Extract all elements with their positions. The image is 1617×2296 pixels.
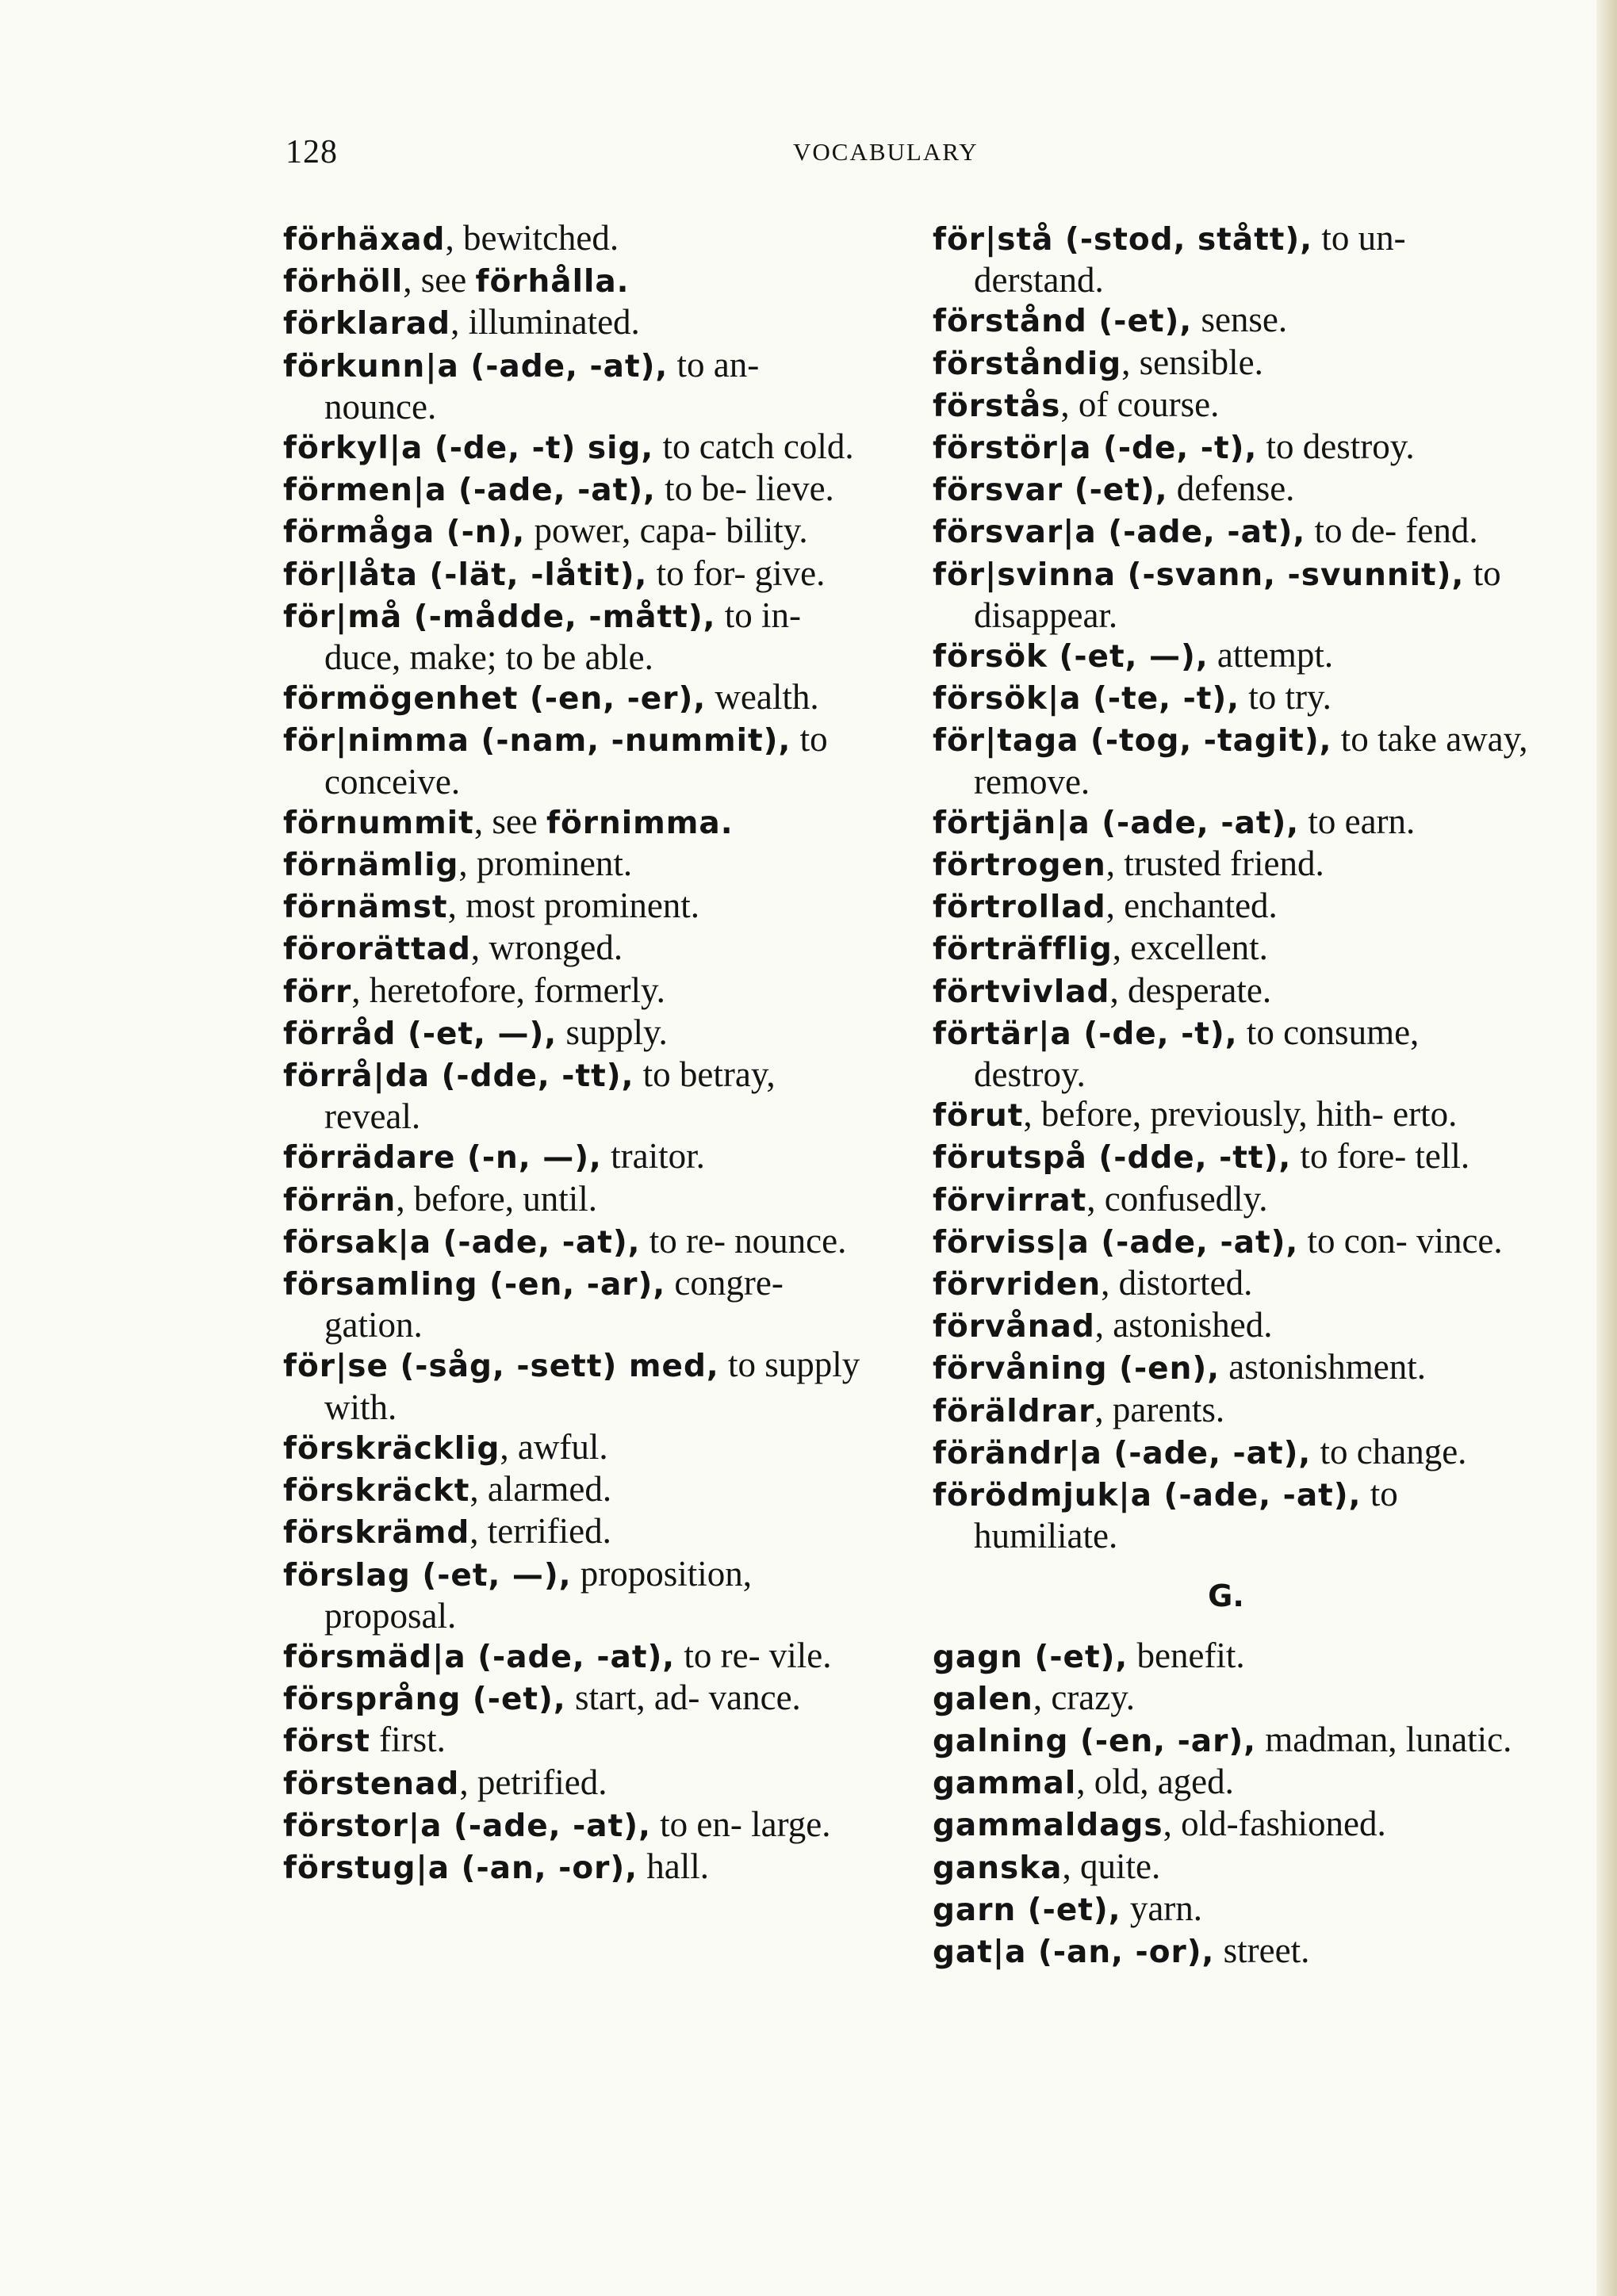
entry-inflection: (-stod, stått), <box>1053 222 1313 258</box>
entry-headword: förutspå <box>933 1140 1087 1177</box>
entry-headword: försprång <box>283 1682 462 1718</box>
vocab-entry <box>283 1636 878 1678</box>
entry-definition: to consume, destroy. <box>974 1012 1420 1095</box>
entry-headword: förskrämd <box>283 1515 470 1552</box>
entry-headword: förtjän|a <box>933 805 1090 841</box>
entry-headword: förkyl|a <box>283 430 423 467</box>
entry-definition: first. <box>370 1720 446 1760</box>
entry-definition: , of course. <box>1060 384 1220 424</box>
entry-headword: förut <box>933 1098 1024 1135</box>
entry-headword: för|se <box>283 1349 389 1385</box>
entry-headword: för|stå <box>933 222 1054 258</box>
entry-definition: , desperate. <box>1109 970 1272 1010</box>
entry-definition: , excellent. <box>1112 928 1268 968</box>
entry-inflection: (-mådde, -mått), <box>402 599 716 635</box>
entry-definition: to in- duce, make; to be able. <box>324 595 801 678</box>
vocab-entry <box>283 469 878 511</box>
entry-headword: förtär|a <box>933 1016 1072 1052</box>
vocab-entry <box>283 1720 878 1762</box>
entry-inflection: (-svann, -svunnit), <box>1116 557 1465 593</box>
entry-definition: yarn. <box>1121 1888 1203 1928</box>
entry-definition: to take away, remove. <box>974 719 1528 802</box>
vocab-entry <box>933 553 1535 635</box>
entry-inflection: (-tog, -tagit), <box>1079 723 1332 760</box>
section-letter-heading: G. <box>1208 1578 1244 1613</box>
entry-definition: , old, aged. <box>1076 1762 1234 1802</box>
entry-inflection: (-en), <box>1107 1351 1220 1387</box>
entry-headword: för|svinna <box>933 557 1117 593</box>
entry-headword: förrå|da <box>283 1058 431 1095</box>
entry-cross-reference: förhålla. <box>475 264 630 300</box>
entry-inflection: (-et), <box>1063 473 1168 509</box>
entry-inflection: (-ade, -at), <box>1089 1224 1299 1261</box>
entry-headword: förtvivlad <box>933 974 1110 1010</box>
entry-headword: föräldrar <box>933 1393 1095 1429</box>
entry-headword: försak|a <box>283 1224 432 1261</box>
entry-definition: to un- derstand. <box>974 218 1406 300</box>
entry-headword: förvåning <box>933 1351 1108 1387</box>
entry-headword: förtrollad <box>933 890 1106 926</box>
entry-headword: galning <box>933 1723 1069 1759</box>
entry-definition: , enchanted. <box>1105 886 1278 926</box>
entry-headword: försök|a <box>933 681 1082 718</box>
entry-inflection: (-ade, -at), <box>1102 1435 1312 1471</box>
vocab-entry <box>283 553 878 595</box>
entry-inflection: (-et), <box>1022 1639 1128 1675</box>
entry-definition: start, ad- vance. <box>565 1678 801 1718</box>
entry-definition: defense. <box>1167 469 1295 509</box>
entry-headword: förhäxad <box>283 222 446 258</box>
entry-inflection: (-et, —), <box>396 1016 558 1052</box>
entry-definition: , quite. <box>1062 1846 1161 1886</box>
vocab-entry <box>283 928 878 970</box>
entry-definition: , illuminated. <box>450 302 640 342</box>
entry-headword: gammaldags <box>933 1808 1163 1844</box>
vocabulary-column-right <box>933 218 1535 1973</box>
entry-definition: to re- vile. <box>675 1635 832 1675</box>
entry-definition: to betray, reveal. <box>324 1054 776 1137</box>
vocab-entry <box>933 802 1535 844</box>
entry-headword: gammal <box>933 1766 1077 1802</box>
vocab-entry <box>933 427 1535 469</box>
vocab-entry <box>933 1305 1535 1347</box>
vocab-entry <box>283 1804 878 1846</box>
entry-definition: to fore- tell. <box>1291 1136 1470 1177</box>
vocab-entry <box>283 1263 878 1345</box>
entry-definition: to re- nounce. <box>640 1220 847 1261</box>
vocab-entry <box>933 1888 1535 1931</box>
entry-definition: hall. <box>638 1846 709 1886</box>
vocab-entry <box>933 1636 1535 1678</box>
vocab-entry <box>283 1427 878 1469</box>
vocab-entry <box>283 1846 878 1888</box>
entry-inflection: (-et, —), <box>410 1557 572 1594</box>
vocab-entry <box>933 970 1535 1012</box>
entry-definition: to humiliate. <box>974 1474 1398 1556</box>
entry-headword: förmögenhet <box>283 681 519 718</box>
entry-definition: , parents. <box>1094 1389 1225 1429</box>
entry-headword: förrädare <box>283 1140 456 1177</box>
vocabulary-column-left <box>283 218 878 1888</box>
entry-definition: , petrified. <box>459 1762 607 1802</box>
vocab-entry <box>933 342 1535 385</box>
entry-headword: förmåga <box>283 515 435 551</box>
entry-headword: förträfflig <box>933 932 1113 968</box>
entry-headword: först <box>283 1724 370 1760</box>
entry-inflection: (-ade, -at), <box>458 348 669 385</box>
entry-definition: , crazy. <box>1033 1677 1136 1717</box>
vocab-entry <box>283 1554 878 1636</box>
entry-definition: to change. <box>1311 1431 1467 1471</box>
entry-headword: galen <box>933 1681 1033 1717</box>
entry-headword: förr <box>283 974 352 1010</box>
entry-headword: för|må <box>283 599 403 635</box>
vocab-entry <box>933 719 1535 801</box>
vocab-entry <box>283 345 878 427</box>
vocab-entry <box>283 1136 878 1178</box>
vocab-entry <box>933 1762 1535 1804</box>
entry-headword: gat|a <box>933 1934 1027 1970</box>
vocab-entry <box>283 1221 878 1263</box>
entry-headword: förstås <box>933 388 1061 424</box>
entry-headword: för|nimma <box>283 723 469 760</box>
vocab-entry <box>933 635 1535 677</box>
entry-headword: förstenad <box>283 1766 460 1802</box>
entry-inflection: (-de, -t), <box>1071 1016 1238 1052</box>
entry-definition: power, capa- bility. <box>525 511 808 551</box>
entry-definition: , bewitched. <box>445 218 619 258</box>
entry-inflection: (-an, -or), <box>1026 1934 1215 1970</box>
entry-definition: , awful. <box>500 1426 608 1467</box>
entry-definition: sense. <box>1192 300 1288 340</box>
entry-inflection: (-et), <box>461 1682 566 1718</box>
entry-definition: , confusedly. <box>1086 1178 1268 1219</box>
entry-headword: förnummit <box>283 805 474 841</box>
entry-inflection: (-en, -ar), <box>1068 1723 1256 1759</box>
running-head: VOCABULARY <box>793 138 979 166</box>
entry-headword: gagn <box>933 1639 1023 1675</box>
entry-headword: förrän <box>283 1182 397 1219</box>
entry-inflection: (-an, -or), <box>450 1850 638 1886</box>
entry-headword: förvirrat <box>933 1182 1087 1219</box>
vocab-entry <box>933 1678 1535 1720</box>
vocab-entry <box>283 1345 878 1426</box>
entry-headword: förviss|a <box>933 1224 1090 1261</box>
entry-headword: förklarad <box>283 306 451 342</box>
vocab-entry <box>933 1804 1535 1846</box>
entry-inflection: (-en, -er), <box>518 681 707 718</box>
vocab-entry <box>933 677 1535 719</box>
entry-definition: madman, lunatic. <box>1256 1719 1512 1759</box>
entry-definition: congre- gation. <box>324 1263 784 1345</box>
entry-definition: to destroy. <box>1257 427 1415 467</box>
entry-definition: , trusted friend. <box>1105 844 1324 884</box>
entry-inflection: (-te, -t), <box>1081 681 1240 718</box>
entry-inflection: (-ade, -at), <box>446 473 656 509</box>
entry-headword: garn <box>933 1892 1017 1928</box>
vocab-entry <box>283 970 878 1012</box>
entry-definition: to an- nounce. <box>324 344 760 427</box>
entry-definition: to for- give. <box>647 553 826 593</box>
entry-headword: förmen|a <box>283 473 447 509</box>
entry-definition: to con- vince. <box>1298 1220 1503 1261</box>
entry-headword: förstånd <box>933 304 1087 340</box>
entry-headword: förorättad <box>283 932 471 968</box>
vocab-entry <box>933 1136 1535 1178</box>
vocab-entry <box>933 1931 1535 1973</box>
entry-headword: förkunn|a <box>283 348 459 385</box>
vocab-entry <box>933 1221 1535 1263</box>
entry-headword: förvriden <box>933 1267 1102 1303</box>
vocab-entry <box>933 1846 1535 1888</box>
entry-headword: försmäd|a <box>283 1639 466 1675</box>
entry-definition: , prominent. <box>458 844 633 884</box>
entry-definition: , astonished. <box>1094 1305 1273 1345</box>
vocab-entry <box>283 218 878 260</box>
entry-inflection: (-n, —), <box>455 1140 602 1177</box>
entry-inflection: (-såg, -sett) med, <box>388 1349 719 1385</box>
entry-definition: benefit. <box>1128 1635 1245 1675</box>
vocab-entry <box>283 844 878 886</box>
entry-headword: förstör|a <box>933 430 1092 467</box>
vocab-entry <box>933 844 1535 886</box>
entry-headword: förskräcklig <box>283 1430 500 1467</box>
entry-definition: attempt. <box>1208 635 1334 675</box>
vocab-entry <box>283 719 878 801</box>
vocab-entry <box>283 1762 878 1804</box>
vocab-entry <box>283 886 878 928</box>
vocab-entry <box>283 511 878 553</box>
vocab-entry <box>283 427 878 469</box>
entry-definition: proposition, proposal. <box>324 1553 753 1636</box>
vocab-entry <box>933 1094 1535 1136</box>
vocab-entry <box>933 1347 1535 1389</box>
vocab-entry <box>933 511 1535 553</box>
entry-inflection: (-ade, -at), <box>466 1639 676 1675</box>
vocab-entry <box>933 1432 1535 1474</box>
entry-headword: förvånad <box>933 1309 1095 1345</box>
vocab-entry <box>283 302 878 344</box>
entry-definition: to conceive. <box>324 719 828 802</box>
vocab-entry <box>933 469 1535 511</box>
entry-headword: förnämlig <box>283 848 459 884</box>
vocab-entry <box>933 1390 1535 1432</box>
entry-definition: , old-fashioned. <box>1163 1804 1386 1844</box>
entry-headword: förtrogen <box>933 848 1106 884</box>
vocab-entry <box>283 260 878 302</box>
vocab-entry <box>933 1720 1535 1762</box>
entry-definition: to try. <box>1240 677 1332 718</box>
page-header <box>285 133 1523 173</box>
vocab-entry <box>933 218 1535 300</box>
entry-inflection: (-et, —), <box>1047 639 1209 675</box>
entry-headword: försök <box>933 639 1048 675</box>
entry-definition: , most prominent. <box>447 886 700 926</box>
vocab-entry <box>933 300 1535 342</box>
entry-headword: förstor|a <box>283 1808 443 1844</box>
entry-inflection: (-et), <box>1016 1892 1121 1928</box>
vocab-entry <box>283 1012 878 1054</box>
entry-definition: , sensible. <box>1121 342 1263 382</box>
entry-definition: to supply with. <box>324 1345 860 1427</box>
entry-headword: förhöll <box>283 264 404 300</box>
entry-inflection: (-et), <box>1086 304 1193 340</box>
entry-definition: , see <box>473 801 547 841</box>
page-edge <box>1596 0 1617 2296</box>
entry-definition: , terrified. <box>469 1511 611 1552</box>
entry-definition: supply. <box>557 1012 668 1052</box>
vocab-entry <box>283 1678 878 1720</box>
vocab-entry <box>283 1469 878 1511</box>
entry-headword: förstug|a <box>283 1850 450 1886</box>
entry-inflection: (-n), <box>435 515 526 551</box>
entry-inflection: (-ade, -at), <box>1090 805 1300 841</box>
page-number: 128 <box>285 134 338 170</box>
entry-headword: förskräckt <box>283 1473 470 1510</box>
vocab-entry <box>933 1179 1535 1221</box>
vocab-entry <box>283 1054 878 1136</box>
entry-definition: astonishment. <box>1220 1347 1426 1387</box>
vocab-entry <box>283 677 878 719</box>
entry-headword: förslag <box>283 1557 411 1594</box>
entry-headword: förändr|a <box>933 1435 1102 1471</box>
entry-inflection: (-ade, -at), <box>1151 1478 1362 1514</box>
entry-headword: försvar <box>933 473 1063 509</box>
vocab-entry <box>933 385 1535 427</box>
entry-headword: förråd <box>283 1016 397 1052</box>
vocab-entry <box>933 1474 1535 1556</box>
entry-definition: , see <box>403 260 476 300</box>
entry-headword: församling <box>283 1267 478 1303</box>
vocab-entry <box>283 1511 878 1553</box>
vocab-entry <box>933 886 1535 928</box>
vocab-entry <box>933 1263 1535 1305</box>
vocab-entry <box>283 1179 878 1221</box>
vocab-entry <box>933 928 1535 970</box>
entry-headword: förödmjuk|a <box>933 1478 1152 1514</box>
entry-definition: , heretofore, formerly. <box>351 970 665 1010</box>
entry-definition: , before, until. <box>396 1178 597 1219</box>
entry-inflection: (-nam, -nummit), <box>469 723 791 760</box>
entry-definition: to disappear. <box>974 553 1501 635</box>
entry-inflection: (-de, -t), <box>1091 430 1258 467</box>
entry-definition: to be- lieve. <box>655 469 834 509</box>
vocab-entry <box>283 802 878 844</box>
entry-inflection: (-ade, -at), <box>442 1808 651 1844</box>
entry-inflection: (-ade, -at), <box>1096 515 1306 551</box>
entry-definition: , alarmed. <box>469 1469 612 1510</box>
entry-inflection: (-ade, -at), <box>431 1224 641 1261</box>
entry-inflection: (-dde, -tt), <box>430 1058 634 1095</box>
entry-definition: street. <box>1214 1930 1310 1970</box>
entry-definition: to earn. <box>1299 801 1416 841</box>
entry-definition: to catch cold. <box>653 427 854 467</box>
entry-definition: traitor. <box>601 1136 705 1177</box>
entry-headword: för|taga <box>933 723 1079 760</box>
entry-definition: , wronged. <box>470 928 623 968</box>
entry-headword: ganska <box>933 1850 1063 1886</box>
entry-definition: , distorted. <box>1101 1263 1253 1303</box>
entry-inflection: (-de, -t) sig, <box>423 430 654 467</box>
entry-headword: för|låta <box>283 557 418 593</box>
entry-inflection: (-dde, -tt), <box>1086 1140 1292 1177</box>
entry-definition: , before, previously, hith- erto. <box>1023 1094 1458 1135</box>
entry-headword: förnämst <box>283 890 448 926</box>
entry-definition: to de- fend. <box>1305 511 1478 551</box>
entry-headword: förståndig <box>933 346 1122 382</box>
entry-cross-reference: förnimma. <box>546 805 734 841</box>
entry-definition: wealth. <box>706 677 819 718</box>
vocab-entry <box>933 1012 1535 1094</box>
entry-inflection: (-lät, -låtit), <box>417 557 648 593</box>
entry-headword: försvar|a <box>933 515 1097 551</box>
entry-definition: to en- large. <box>650 1804 831 1844</box>
vocab-entry <box>283 595 878 677</box>
entry-inflection: (-en, -ar), <box>477 1267 666 1303</box>
